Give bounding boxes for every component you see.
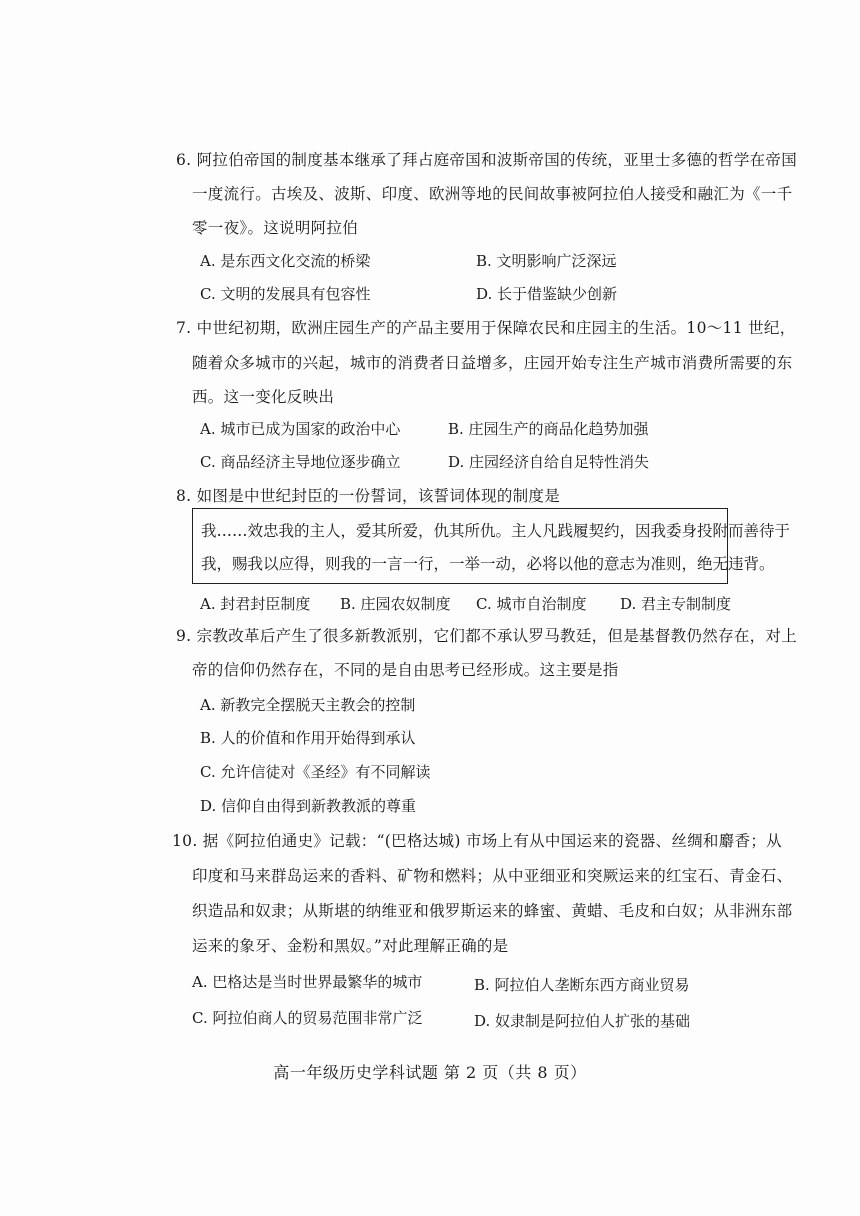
question-9-line-2: 帝的信仰仍然存在，不同的是自由思考已经形成。这主要是指 <box>192 661 619 679</box>
question-7-option-a: A. 城市已成为国家的政治中心 <box>200 420 401 438</box>
question-10-option-c: C. 阿拉伯商人的贸易范围非常广泛 <box>192 1009 423 1027</box>
question-10-option-a: A. 巴格达是当时世界最繁华的城市 <box>192 973 423 991</box>
question-6-option-a: A. 是东西文化交流的桥梁 <box>200 252 371 270</box>
question-8-option-c: C. 城市自治制度 <box>476 595 587 613</box>
question-7-line-2: 随着众多城市的兴起，城市的消费者日益增多，庄园开始专注生产城市消费所需要的东 <box>192 354 793 372</box>
question-6-option-b: B. 文明影响广泛深远 <box>476 252 617 270</box>
question-7-line-1: 7. 中世纪初期，欧洲庄园生产的产品主要用于保障农民和庄园主的生活。10～11 世纪， <box>176 319 796 337</box>
question-10-line-3: 织造品和奴隶；从斯堪的纳维亚和俄罗斯运来的蜂蜜、黄蜡、毛皮和白奴；从非洲东部 <box>192 902 793 920</box>
question-9-option-b: B. 人的价值和作用开始得到承认 <box>200 729 416 747</box>
question-8-line-1: 8. 如图是中世纪封臣的一份誓词，该誓词体现的制度是 <box>176 487 561 505</box>
question-10-line-4: 运来的象牙、金粉和黑奴。”对此理解正确的是 <box>192 937 509 955</box>
question-6-option-c: C. 文明的发展具有包容性 <box>200 285 371 303</box>
question-7-option-c: C. 商品经济主导地位逐步确立 <box>200 453 401 471</box>
question-6-line-1: 6. 阿拉伯帝国的制度基本继承了拜占庭帝国和波斯帝国的传统，亚里士多德的哲学在帝国 <box>176 151 798 169</box>
question-6-line-3: 零一夜》。这说明阿拉伯 <box>192 219 359 237</box>
question-7-option-d: D. 庄园经济自给自足特性消失 <box>448 453 650 471</box>
oath-quote-box <box>192 508 791 584</box>
oath-quote-line-2: 我，赐我以应得，则我的一言一行，一举一动，必将以他的意志为准则，绝无违背。 <box>201 555 775 573</box>
question-10-line-1: 10. 据《阿拉伯通史》记载：“(巴格达城) 市场上有从中国运来的瓷器、丝绸和麝香；从 <box>172 832 782 850</box>
question-7-line-3: 西。这一变化反映出 <box>192 388 335 406</box>
question-9-option-d: D. 信仰自由得到新教教派的尊重 <box>200 797 417 815</box>
question-10-line-2: 印度和马来群岛运来的香料、矿物和燃料；从中亚细亚和突厥运来的红宝石、青金石、 <box>192 867 793 885</box>
question-9-line-1: 9. 宗教改革后产生了很多新教派别，它们都不承认罗马教廷，但是基督教仍然存在，对上 <box>176 627 798 645</box>
question-8-option-d: D. 君主专制制度 <box>620 595 732 613</box>
question-10-option-d: D. 奴隶制是阿拉伯人扩张的基础 <box>474 1012 691 1030</box>
question-8-option-b: B. 庄园农奴制度 <box>340 595 451 613</box>
oath-quote-line-1: 我……效忠我的主人，爱其所爱，仇其所仇。主人凡践履契约，因我委身投附而善待于 <box>201 522 791 540</box>
question-7-option-b: B. 庄园生产的商品化趋势加强 <box>448 420 649 438</box>
page-footer: 高一年级历史学科试题 第 2 页（共 8 页） <box>273 1063 587 1082</box>
question-9-option-c: C. 允许信徒对《圣经》有不同解读 <box>200 763 431 781</box>
question-6-line-2: 一度流行。古埃及、波斯、印度、欧洲等地的民间故事被阿拉伯人接受和融汇为《一千 <box>192 185 793 203</box>
question-10-option-b: B. 阿拉伯人垄断东西方商业贸易 <box>474 976 690 994</box>
question-9-option-a: A. 新教完全摆脱天主教会的控制 <box>200 696 416 714</box>
question-8-option-a: A. 封君封臣制度 <box>200 595 311 613</box>
question-6-option-d: D. 长于借鉴缺少创新 <box>476 285 618 303</box>
